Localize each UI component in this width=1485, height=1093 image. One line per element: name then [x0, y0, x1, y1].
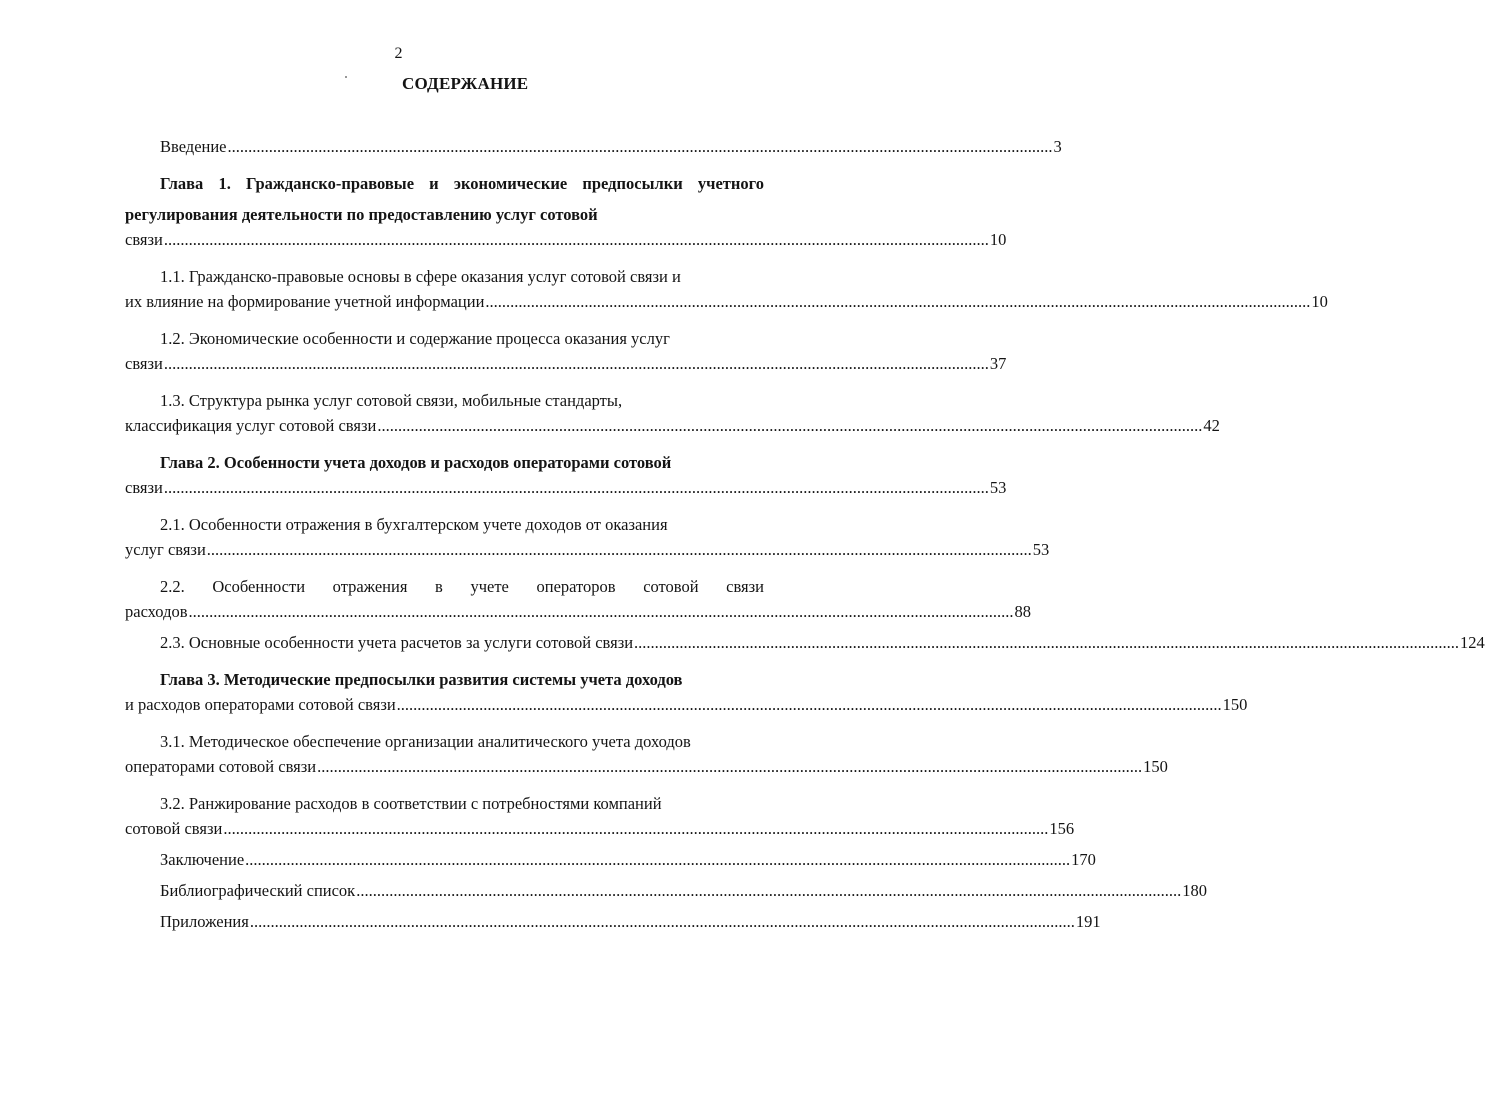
toc-last-line: [125, 819, 1075, 850]
dot-leader: ........................................................................................................................................................................................................: [249, 912, 1075, 931]
dot-leader: ........................................................................................................................................................................................................: [356, 881, 1182, 900]
toc-label: классификация услуг сотовой связи: [125, 416, 377, 435]
toc-text: Глава 3. Методические предпосылки развития системы учета доходов: [160, 670, 683, 689]
table-of-contents: [125, 137, 1485, 943]
toc-entry-appendices[interactable]: [125, 912, 1101, 943]
toc-page-number: 191: [1075, 912, 1101, 931]
dot-leader: ........................................................................................................................................................................................................: [485, 292, 1311, 311]
toc-entry-intro[interactable]: [125, 137, 1062, 168]
toc-page-number: 53: [989, 478, 1007, 497]
toc-page-number: 180: [1182, 881, 1207, 900]
toc-text: 1.2. Экономические особенности и содержание процесса оказания услуг: [160, 329, 670, 348]
scan-artifact-dot: [345, 76, 347, 78]
toc-page-number: 156: [1049, 819, 1075, 838]
toc-entry-section-3-1[interactable]: [125, 726, 1168, 788]
toc-entry-section-1-3[interactable]: [125, 385, 1220, 447]
toc-entry-chapter-1[interactable]: [125, 168, 1007, 261]
dot-leader: ........................................................................................................................................................................................................: [163, 230, 989, 249]
toc-label: расходов: [125, 602, 188, 621]
toc-page-number: 37: [989, 354, 1007, 373]
toc-page-number: 42: [1203, 416, 1220, 435]
toc-page-number: 88: [1014, 602, 1032, 621]
dot-leader: ........................................................................................................................................................................................................: [206, 540, 1032, 559]
toc-entry-section-2-1[interactable]: [125, 509, 1050, 571]
toc-page-number: 170: [1071, 850, 1096, 869]
toc-entry-conclusion[interactable]: [125, 850, 1096, 881]
toc-entry-section-3-2[interactable]: [125, 788, 1075, 850]
toc-page-number: 150: [1222, 695, 1248, 714]
toc-last-line: [125, 695, 1248, 726]
toc-text: 1.1. Гражданско-правовые основы в сфере оказания услуг сотовой связи и: [160, 267, 681, 286]
dot-leader: ........................................................................................................................................................................................................: [163, 354, 989, 373]
toc-label: Введение: [160, 137, 227, 156]
dot-leader: ........................................................................................................................................................................................................: [377, 416, 1203, 435]
toc-entry-section-1-2[interactable]: [125, 323, 1007, 385]
toc-last-line: [125, 540, 1050, 571]
toc-page-number: 53: [1032, 540, 1050, 559]
toc-entry-bibliography[interactable]: [125, 881, 1207, 912]
toc-label: связи: [125, 354, 163, 373]
toc-label: связи: [125, 230, 163, 249]
toc-last-line: [125, 416, 1220, 447]
toc-page-number: 10: [1311, 292, 1328, 311]
toc-entry-chapter-2[interactable]: [125, 447, 1007, 509]
dot-leader: ........................................................................................................................................................................................................: [396, 695, 1222, 714]
toc-last-line: [125, 354, 1007, 385]
toc-text: 3.2. Ранжирование расходов в соответствии с потребностями компаний: [160, 794, 662, 813]
toc-label: Заключение: [160, 850, 245, 869]
toc-label: Библиографический список: [160, 881, 356, 900]
toc-text: Глава 1. Гражданско-правовые и экономические предпосылки учетного регулирования деятельности по предоставлению услуг сотовой: [125, 174, 764, 224]
toc-page-number: 124: [1460, 633, 1485, 652]
toc-label: связи: [125, 478, 163, 497]
toc-text: 2.2. Особенности отражения в учете операторов сотовой связи: [160, 577, 764, 596]
toc-page-number: 10: [989, 230, 1007, 249]
toc-text: 1.3. Структура рынка услуг сотовой связи, мобильные стандарты,: [160, 391, 623, 410]
toc-entry-section-2-3[interactable]: [125, 633, 1485, 664]
toc-last-line: [125, 757, 1168, 788]
dot-leader: ........................................................................................................................................................................................................: [245, 850, 1071, 869]
dot-leader: ........................................................................................................................................................................................................: [163, 478, 989, 497]
dot-leader: ........................................................................................................................................................................................................: [188, 602, 1014, 621]
toc-entry-chapter-3[interactable]: [125, 664, 1248, 726]
toc-label: и расходов операторами сотовой связи: [125, 695, 396, 714]
toc-label: их влияние на формирование учетной информации: [125, 292, 485, 311]
page-number: 2: [394, 45, 403, 62]
dot-leader: ........................................................................................................................................................................................................: [634, 633, 1460, 652]
toc-last-line: [125, 230, 1007, 261]
dot-leader: ........................................................................................................................................................................................................: [317, 757, 1143, 776]
dot-leader: ........................................................................................................................................................................................................: [227, 137, 1053, 156]
toc-last-line: [125, 602, 1032, 633]
toc-last-line: [125, 478, 1007, 509]
toc-page-number: 150: [1143, 757, 1168, 776]
toc-label: сотовой связи: [125, 819, 223, 838]
page-title: СОДЕРЖАНИЕ: [402, 74, 529, 93]
toc-last-line: [125, 292, 1328, 323]
toc-entry-section-1-1[interactable]: [125, 261, 1328, 323]
toc-text: Глава 2. Особенности учета доходов и расходов операторами сотовой: [160, 453, 672, 472]
toc-label: операторами сотовой связи: [125, 757, 317, 776]
toc-text: 2.1. Особенности отражения в бухгалтерском учете доходов от оказания: [160, 515, 668, 534]
toc-label: Приложения: [160, 912, 249, 931]
toc-label: 2.3. Основные особенности учета расчетов за услуги сотовой связи: [160, 633, 634, 652]
toc-text: 3.1. Методическое обеспечение организации аналитического учета доходов: [160, 732, 691, 751]
dot-leader: ........................................................................................................................................................................................................: [223, 819, 1049, 838]
toc-label: услуг связи: [125, 540, 206, 559]
toc-page-number: 3: [1053, 137, 1062, 156]
toc-entry-section-2-2[interactable]: [125, 571, 1032, 633]
